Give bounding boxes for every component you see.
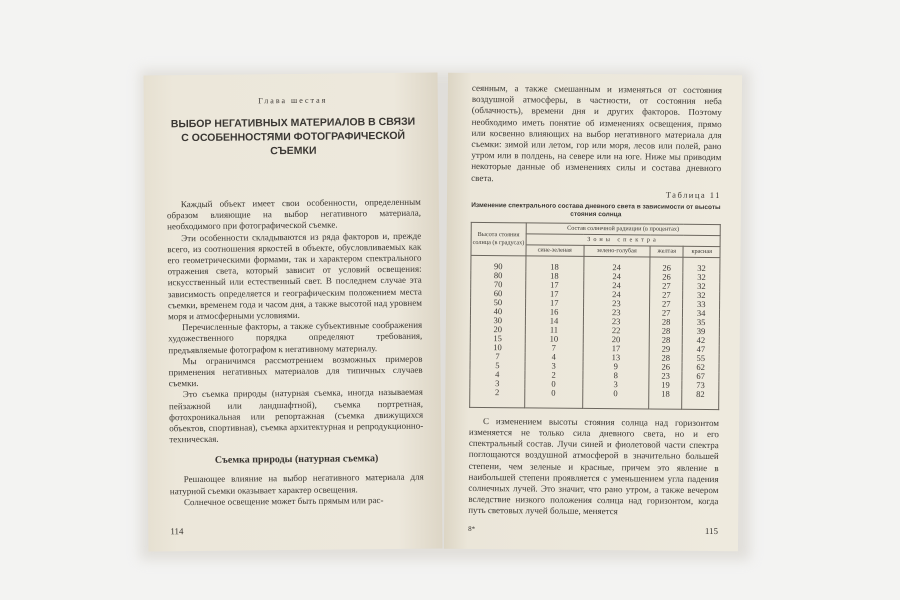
table-cell: 32 <box>683 257 720 273</box>
table-cell: 26 <box>650 272 683 281</box>
table-cell: 50 <box>471 298 526 307</box>
table-cell: 32 <box>683 273 720 282</box>
table-cell: 3 <box>525 361 583 371</box>
table-cell: 13 <box>583 353 650 363</box>
table-cell: 23 <box>583 299 650 309</box>
table-cell: 27 <box>650 290 683 299</box>
table-cell: 24 <box>583 272 650 282</box>
table-cell: 24 <box>583 256 650 272</box>
table-cell: 19 <box>649 380 682 389</box>
table-cell: 39 <box>683 327 720 336</box>
paragraph: Мы ограничимся рассмотрением возможных примеров применения негативных материалов для типичных случаев съемки. <box>168 353 423 389</box>
table-cell: 28 <box>649 353 682 362</box>
table-cell: 27 <box>650 299 683 308</box>
header-col: зелено-голубая <box>584 245 651 257</box>
table-cell: 23 <box>583 308 650 318</box>
table-cell: 67 <box>682 372 719 381</box>
table-cell: 24 <box>583 290 650 300</box>
table-cell: 10 <box>525 334 583 344</box>
table-cell: 30 <box>470 316 525 325</box>
table-cell: 70 <box>471 280 526 289</box>
table-cell: 2 <box>525 370 583 380</box>
spectral-table <box>469 222 721 410</box>
table-cell: 0 <box>582 389 649 409</box>
header-col: желтая <box>650 246 683 257</box>
table-cell: 60 <box>471 289 526 298</box>
table-cell: 4 <box>525 352 583 362</box>
table-cell: 7 <box>525 343 583 353</box>
table-cell: 7 <box>470 352 525 361</box>
header-col: красная <box>683 246 720 257</box>
table-cell: 26 <box>650 257 683 273</box>
table-cell: 28 <box>649 317 682 326</box>
table-label: Таблица 11 <box>665 189 722 200</box>
signature-mark: 8* <box>468 524 476 533</box>
table-cell: 18 <box>526 256 584 272</box>
table-cell: 28 <box>649 326 682 335</box>
table-cell: 18 <box>649 389 682 409</box>
table-row <box>470 388 719 410</box>
table-cell: 32 <box>683 291 720 300</box>
table-cell: 20 <box>470 325 525 334</box>
table-cell: 8 <box>582 371 649 381</box>
paragraph: Перечисленные факторы, а также субъективные соображения художественного порядка определяют требования, предъявляемые фотографом к негативному материалу. <box>168 319 423 355</box>
table-caption: Изменение спектрального состава дневного света в зависимости от высоты стояния солнца <box>471 201 721 219</box>
table-cell: 82 <box>682 390 719 410</box>
table-cell: 24 <box>583 281 650 291</box>
header-height: Высота стояния солнца (в градусах) <box>471 222 526 255</box>
table-cell: 29 <box>649 344 682 353</box>
table-cell: 32 <box>683 282 720 291</box>
paragraph: Солнечное освещение может быть прямым или рас- <box>183 494 384 508</box>
right-page <box>444 73 742 552</box>
table-cell: 55 <box>682 354 719 363</box>
table-cell: 14 <box>525 316 583 326</box>
header-group: Состав солнечной радиации (в процентах) <box>526 223 720 236</box>
paragraph: Каждый объект имеет свои особенности, определенным образом влияющие на выбор негативного материала, необходимого при фотографической съемке. <box>166 196 422 232</box>
table-cell: 17 <box>525 298 583 308</box>
paragraph: Эти особенности складываются из ряда факторов и, прежде всего, из соотношения яркостей в объекте, обусловливаемых как его геометрическими формами, так и характером спектрального отражения света, который зависит от условий освещения: искусственный или естественный свет. В последнем случае эта зависимость определяется и географическим положением места съемки, временем года и часом дня, а также высотой над уровнем моря и атмосферными условиями. <box>167 230 422 322</box>
paragraph: сеянным, а также смешанным и изменяться от состояния воздушной атмосферы, в частности, от состояния неба (облачность), времени дня и других факторов. Поэтому необходимо иметь понятие об изменениях освещения, прямо или косвенно влияющих на выбор негативного материала для съемки: зимой или летом, гор или моря, лесов или полей, рано утром или в полдень, на севере или на юге. Ниже мы приводим некоторые данные об изменениях силы и состава дневного света. <box>471 82 722 183</box>
table-cell: 62 <box>682 363 719 372</box>
table-cell: 40 <box>470 307 525 316</box>
left-page <box>144 72 443 551</box>
table-cell: 34 <box>683 309 720 318</box>
table-cell: 17 <box>583 344 650 354</box>
table-cell: 20 <box>583 335 650 345</box>
table-cell: 3 <box>582 380 649 390</box>
table-cell: 27 <box>650 308 683 317</box>
table-cell: 23 <box>583 317 650 327</box>
table-cell: 0 <box>525 379 583 389</box>
table-cell: 15 <box>470 334 525 343</box>
chapter-title <box>166 115 420 160</box>
paragraph: С изменением высоты стояния солнца над горизонтом изменяется не только сила дневного света, но и его спектральный состав. Лучи синей и фиолетовой части спектра поглощаются воздушной атмосферой в значительно большей степени, чем зеленые и красные, причем это явление в наибольшей степени проявляется с уменьшением угла падения солнечных лучей. Это значит, что рано утром, а также вечером вследствие низкого положения солнца над горизонтом, когда путь световых лучей больше, меняется <box>468 415 720 517</box>
table-cell: 18 <box>526 271 584 281</box>
table-cell: 47 <box>682 345 719 354</box>
table-cell: 42 <box>683 336 720 345</box>
paragraph: Решающее влияние на выбор негативного материала для натурной съемки оказывает характер освещения. <box>169 472 424 496</box>
section-heading: Съемка природы (натурная съемка) <box>214 453 379 467</box>
paragraph: Это съемка природы (натурная съемка, иногда называемая пейзажной или ландшафтной), съемка портретная, фотохроникальная или репортажная (съемка движущихся объектов, спортивная), съемка архитектурная и репродукционно-техническая. <box>168 387 424 445</box>
table-cell: 0 <box>524 388 582 408</box>
page-footer <box>468 524 718 537</box>
page-number: 115 <box>704 525 719 537</box>
table-cell: 9 <box>583 362 650 372</box>
table-cell: 33 <box>683 300 720 309</box>
table-cell: 80 <box>471 271 526 280</box>
table-cell: 90 <box>471 255 526 271</box>
table-cell: 5 <box>470 361 525 370</box>
table-cell: 3 <box>470 379 525 388</box>
table-cell: 28 <box>649 335 682 344</box>
table-cell: 10 <box>470 343 525 352</box>
table-cell: 4 <box>470 370 525 379</box>
header-col: сине-зеленая <box>526 245 584 257</box>
table-cell: 35 <box>683 318 720 327</box>
title-line: С ОСОБЕННОСТЯМИ ФОТОГРАФИЧЕСКОЙ СЪЕМКИ <box>181 129 406 158</box>
table-cell: 17 <box>525 280 583 290</box>
header-zones: Зоны спектра <box>526 234 720 247</box>
table-cell: 73 <box>682 381 719 390</box>
page-footer <box>170 524 424 538</box>
table-cell: 2 <box>470 388 525 408</box>
table-cell: 26 <box>649 362 682 371</box>
table-cell: 11 <box>525 325 583 335</box>
table-cell: 23 <box>649 371 682 380</box>
table-cell: 27 <box>650 281 683 290</box>
chapter-label: Глава шестая <box>258 95 328 106</box>
table-cell: 16 <box>525 307 583 317</box>
page-number: 114 <box>170 526 184 537</box>
table-cell: 17 <box>525 289 583 299</box>
title-line: ВЫБОР НЕГАТИВНЫХ МАТЕРИАЛОВ В СВЯЗИ <box>170 115 416 131</box>
table-cell: 22 <box>583 326 650 336</box>
